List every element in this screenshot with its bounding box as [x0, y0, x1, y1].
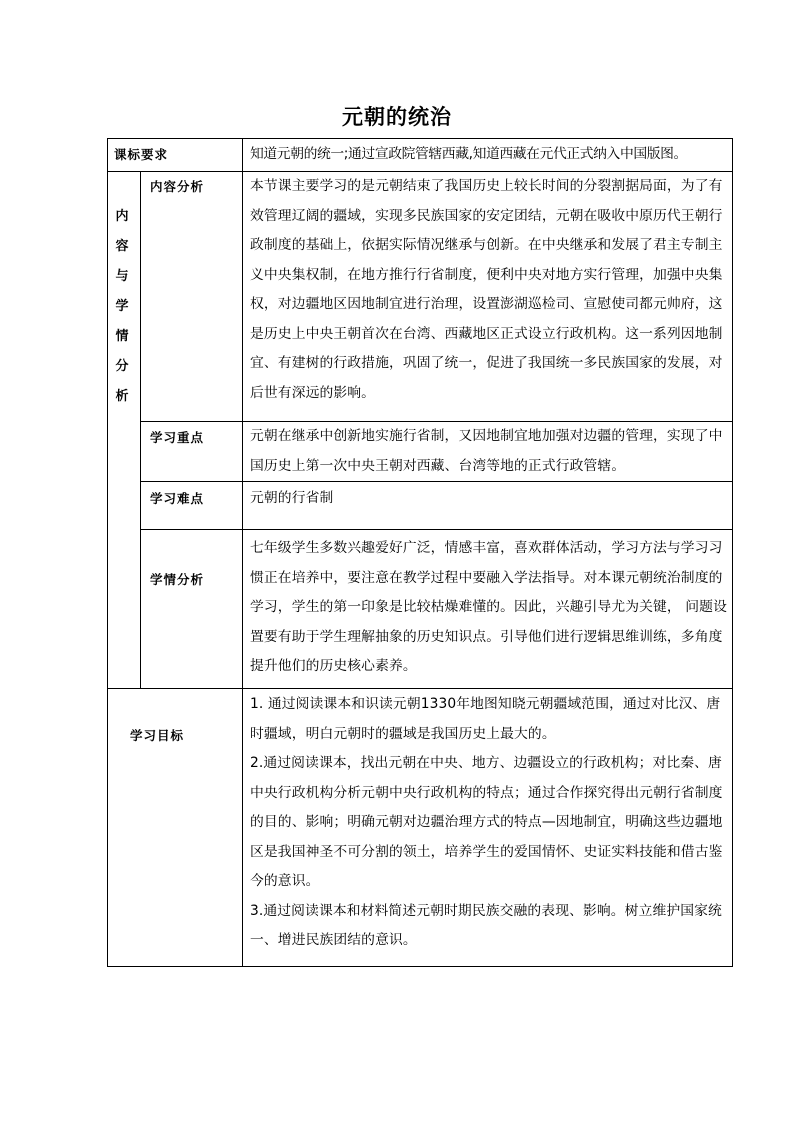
group-label-vertical: 内 容 与 学 情 分 析	[115, 209, 129, 404]
row-divider	[107, 688, 733, 689]
column-divider	[242, 138, 243, 967]
kebiao-label: 课标要求	[114, 147, 169, 162]
zhongdian-label: 学习重点	[150, 430, 205, 445]
mubiao-item-3: 3.通过阅读课本和材料简述元朝时期民族交融的表现、影响。树立维护国家统一、增进民族团结的意识。	[250, 902, 722, 948]
xueqing-content: 七年级学生多数兴趣爱好广泛，情感丰富，喜欢群体活动，学习方法与学习习惯正在培养中，要注意在教学过程中要融入学法指导。对本课元朝统治制度的学习，学生的第一印象是比较枯燥难懂的。因此，兴趣引导尤为关键， 问题设置要有助于学生理解抽象的历史知识点。引导他们进行逻辑思维训练，多角度提升他们的历史核心素养。	[250, 540, 727, 674]
kebiao-content: 知道元朝的统一;通过宣政院管辖西藏,知道西藏在元代正式纳入中国版图。	[250, 146, 687, 162]
mubiao-list	[250, 690, 730, 956]
page-title: 元朝的统治	[342, 105, 452, 129]
row-divider	[140, 481, 733, 482]
neirong-content: 本节课主要学习的是元朝结束了我国历史上较长时间的分裂割据局面，为了有效管理辽阔的疆域，实现多民族国家的安定团结，元朝在吸收中原历代王朝行政制度的基础上，依据实际情况继承与创新。在中央继承和发展了君主专制主义中央集权制，在地方推行行省制度，便利中央对地方实行管理，加强中央集权，对边疆地区因地制宜进行治理，设置澎湖巡检司、宣慰使司都元帅府，这是历史上中央王朝首次在台湾、西藏地区正式设立行政机构。这一系列因地制宜、有建树的行政措施，巩固了统一，促进了我国统一多民族国家的发展，对后世有深远的影响。	[250, 178, 723, 401]
row-divider	[140, 529, 733, 530]
zhongdian-content: 元朝在继承中创新地实施行省制，又因地制宜地加强对边疆的管理，实现了中国历史上第一次中央王朝对西藏、台湾等地的正式行政管辖。	[250, 428, 723, 474]
neirong-label: 内容分析	[150, 179, 205, 194]
xueqing-label: 学情分析	[150, 572, 205, 587]
mubiao-item-1: 1. 通过阅读课本和识读元朝1330年地图知晓元朝疆域范围，通过对比汉、唐时疆域，明白元朝时的疆域是我国历史上最大的。	[250, 696, 721, 742]
mubiao-item-2: 2.通过阅读课本，找出元朝在中央、地方、边疆设立的行政机构；对比秦、唐中央行政机构分析元朝中央行政机构的特点；通过合作探究得出元朝行省制度的目的、影响；明确元朝对边疆治理方式的特点—因地制宜，明确这些边疆地区是我国神圣不可分割的领土，培养学生的爱国情怀、史证实料技能和借古鉴今的意识。	[250, 755, 723, 889]
column-divider	[140, 171, 141, 688]
nandian-label: 学习难点	[150, 491, 205, 506]
mubiao-label: 学习目标	[130, 728, 185, 743]
nandian-content: 元朝的行省制	[250, 490, 334, 506]
